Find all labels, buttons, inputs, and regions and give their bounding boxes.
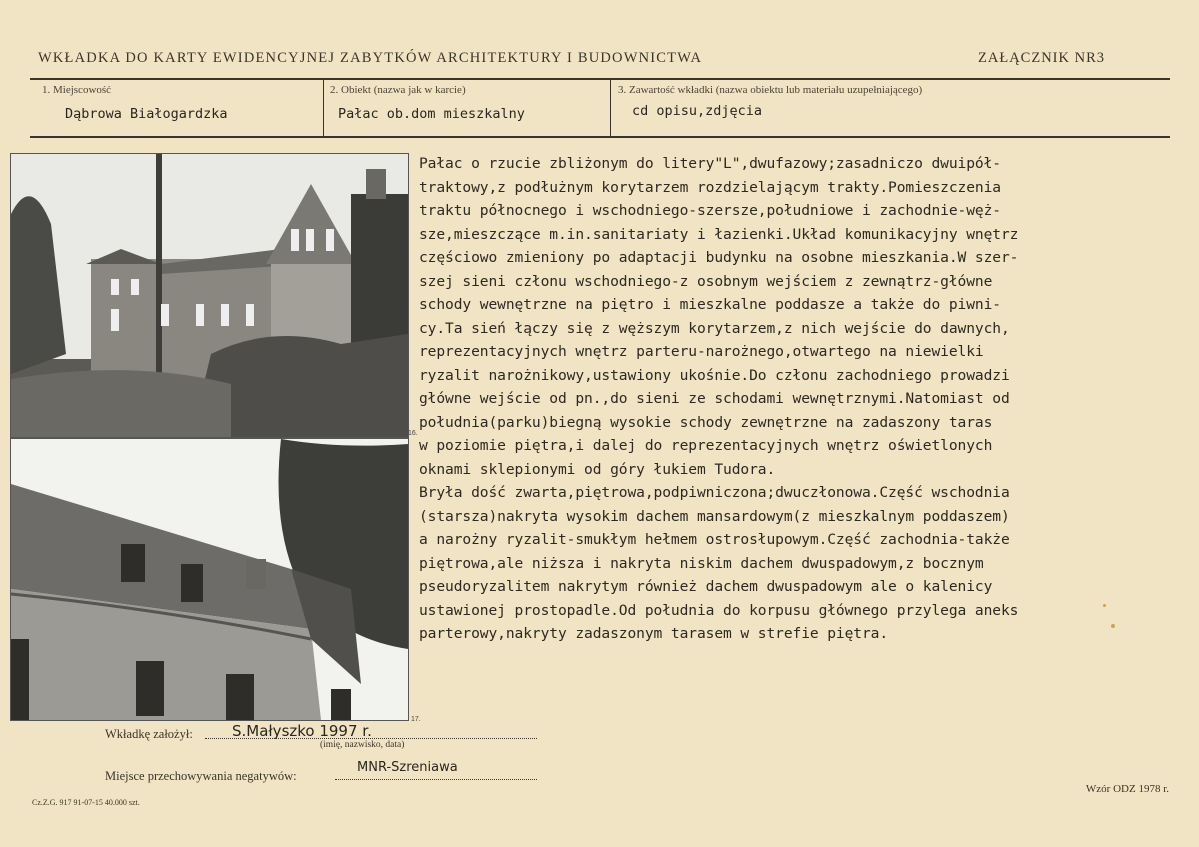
field-separator-1 — [323, 80, 324, 136]
photo-number-2: 17. — [411, 716, 421, 723]
description-line: częściowo zmieniony po adaptacji budynku na osobne mieszkania.W szer- — [419, 249, 1019, 266]
description-line: południa(parku)biegną wysokie schody zewnętrzne na zadaszony taras — [419, 413, 993, 431]
description-text — [419, 152, 1159, 646]
photo-palace-exterior-image — [11, 154, 408, 437]
field-separator-2 — [610, 80, 611, 136]
header-rule-bottom — [30, 136, 1170, 138]
description-line: schody wewnętrzne na piętro i mieszkalne poddasze a także do piwni- — [419, 296, 1001, 313]
photo-palace-exterior — [10, 153, 409, 438]
annex-number: ZAŁĄCZNIK NR3 — [978, 50, 1105, 66]
description-line: pseudoryzalitem nakrytym również dachem dwuspadowym ale o kalenicy — [419, 578, 993, 595]
paper-speck — [1111, 624, 1115, 628]
description-line: w poziomie piętra,i dalej do reprezentacyjnych wnętrz oświetlonych — [419, 437, 993, 454]
form-title: WKŁADKA DO KARTY EWIDENCYJNEJ ZABYTKÓW ARCHITEKTURY I BUDOWNICTWA — [38, 50, 703, 66]
description-line: traktowy,z podłużnym korytarzem rozdzielającym trakty.Pomieszczenia — [419, 178, 1001, 196]
paper-speck — [1103, 604, 1106, 607]
storage-dotted-line — [335, 779, 537, 780]
description-line: cy.Ta sień łączy się z węższym korytarzem,z nich wejście do dawnych, — [419, 319, 1010, 337]
field-label-locality: 1. Miejscowość — [42, 84, 112, 96]
description-line: szej sieni członu wschodniego-z osobnym wejściem z zewnątrz-główne — [419, 272, 993, 290]
field-label-object: 2. Obiekt (nazwa jak w karcie) — [330, 84, 466, 96]
author-label: Wkładkę założył: — [105, 727, 193, 741]
form-model: Wzór ODZ 1978 r. — [1085, 783, 1169, 795]
description-line: sze,mieszczące m.in.sanitariaty i łazienki.Układ komunikacyjny wnętrz — [419, 225, 1019, 243]
author-value: S.Małyszko 1997 r. — [232, 722, 372, 740]
photo-mansard-roof-image — [11, 439, 408, 720]
description-line: Bryła dość zwarta,piętrowa,podpiwniczona;dwuczłonowa.Część wschodnia — [419, 484, 1010, 501]
description-line: parterowy,nakryty zadaszonym tarasem w strefie piętra. — [419, 625, 889, 642]
field-value-locality: Dąbrowa Białogardzka — [65, 106, 228, 122]
storage-label: Miejsce przechowywania negatywów: — [105, 769, 297, 783]
print-info: Cz.Z.G. 917 91-07-15 40.000 szt. — [32, 798, 140, 807]
field-label-content: 3. Zawartość wkładki (nazwa obiektu lub materiału uzupełniającego) — [618, 84, 923, 96]
author-dotted-line — [205, 738, 537, 739]
description-line: (starsza)nakryta wysokim dachem mansardowym(z mieszkalnym poddaszem) — [419, 507, 1010, 525]
field-value-object: Pałac ob.dom mieszkalny — [338, 106, 525, 122]
photo-number-1: 16. — [408, 430, 418, 437]
description-line: oknami sklepionymi od góry łukiem Tudora. — [419, 460, 776, 478]
header-rule-top — [30, 78, 1170, 80]
description-line: Pałac o rzucie zbliżonym do litery"L",dwufazowy;zasadniczo dwuipół- — [419, 155, 1001, 172]
description-line: główne wejście od pn.,do sieni ze schodami wewnętrznymi.Natomiast od — [419, 390, 1010, 407]
description-line: traktu północnego i wschodniego-szersze,południowe i zachodnie-węż- — [419, 202, 1001, 219]
description-line: reprezentacyjnych wnętrz parteru-narożnego,otwartego na niewielki — [419, 343, 984, 360]
storage-value: MNR-Szreniawa — [357, 760, 458, 775]
description-line: piętrowa,ale niższa i nakryta niskim dachem dwuspadowym,z bocznym — [419, 554, 984, 572]
description-line: ryzalit narożnikowy,ustawiony ukośnie.Do członu zachodniego prowadzi — [419, 366, 1010, 384]
field-value-content: cd opisu,zdjęcia — [632, 103, 763, 119]
author-hint: (imię, nazwisko, data) — [320, 740, 405, 750]
description-line: ustawionej prostopadle.Od południa do korpusu głównego przylega aneks — [419, 601, 1019, 619]
photo-mansard-roof — [10, 438, 409, 721]
description-line: a narożny ryzalit-smukłym hełmem ostrosłupowym.Część zachodnia-także — [419, 531, 1010, 548]
